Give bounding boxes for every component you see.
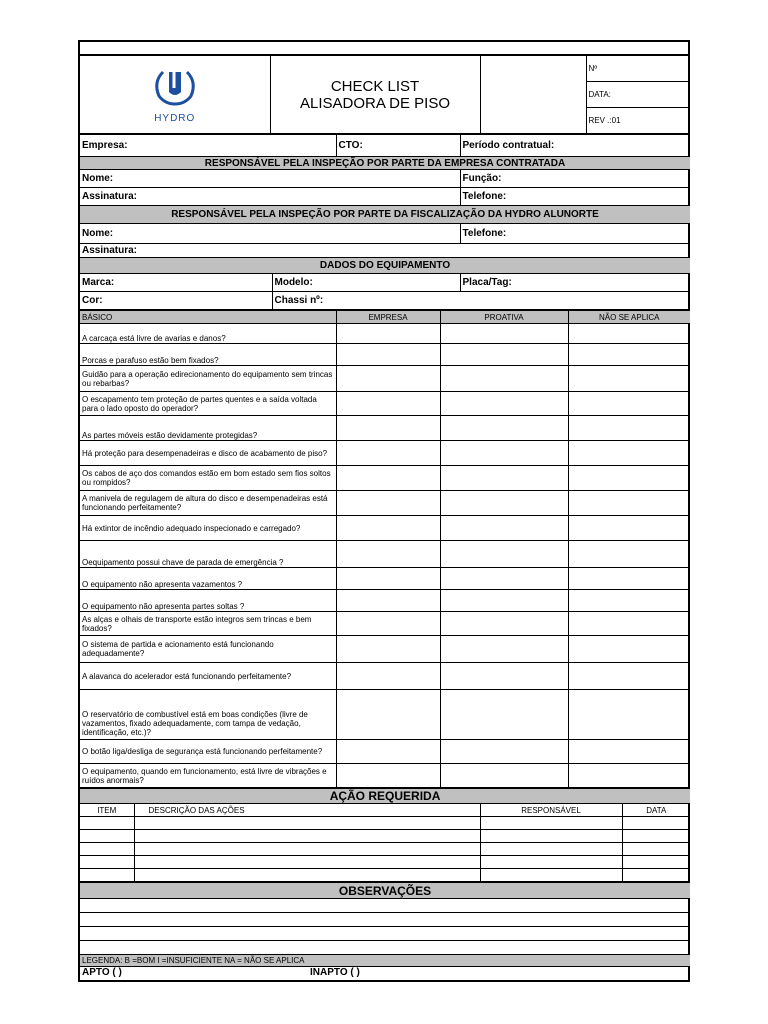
placa-field[interactable]: Placa/Tag: [460, 274, 690, 292]
check-proativa-cell[interactable] [440, 441, 568, 466]
check-empresa-cell[interactable] [336, 568, 440, 590]
contratada-assinatura-field[interactable]: Assinatura: [80, 188, 460, 206]
check-item: O equipamento não apresenta partes soltas ? [80, 590, 336, 612]
check-item: O reservatório de combustível está em boas condições (livre de vazamentos, fixado adequadamente, com tampa de vedação, identificação, etc.)? [80, 690, 336, 740]
check-item: Há proteção para desempenadeiras e disco de acabamento de piso? [80, 441, 336, 466]
header-table [80, 55, 690, 134]
check-na-cell[interactable] [568, 663, 690, 690]
contratada-telefone-field[interactable]: Telefone: [460, 188, 690, 206]
check-na-cell[interactable] [568, 441, 690, 466]
check-item: As partes móveis estão devidamente protegidas? [80, 416, 336, 441]
check-empresa-cell[interactable] [336, 690, 440, 740]
observacoes-line[interactable] [80, 899, 690, 913]
fiscalizacao-telefone-field[interactable]: Telefone: [460, 224, 690, 244]
numero-field[interactable]: Nº [586, 56, 690, 82]
logo-text: HYDRO [154, 112, 196, 124]
check-item: As alças e olhais de transporte estão integros sem trincas e bem fixados? [80, 612, 336, 636]
check-na-cell[interactable] [568, 392, 690, 416]
acao-data-cell[interactable] [622, 817, 690, 830]
marca-field[interactable]: Marca: [80, 274, 272, 292]
title-line-2: ALISADORA DE PISO [299, 94, 451, 112]
check-empresa-cell[interactable] [336, 590, 440, 612]
check-empresa-cell[interactable] [336, 663, 440, 690]
check-na-cell[interactable] [568, 612, 690, 636]
check-na-cell[interactable] [568, 636, 690, 663]
check-na-cell[interactable] [568, 516, 690, 541]
check-na-cell[interactable] [568, 568, 690, 590]
check-empresa-cell[interactable] [336, 740, 440, 764]
modelo-field[interactable]: Modelo: [272, 274, 460, 292]
equipamento-heading: DADOS DO EQUIPAMENTO [80, 258, 690, 274]
top-strip [80, 42, 688, 55]
check-na-cell[interactable] [568, 740, 690, 764]
check-na-cell[interactable] [568, 366, 690, 392]
title-cell [270, 56, 480, 134]
contratada-nome-field[interactable]: Nome: [80, 170, 460, 188]
acao-descricao-cell[interactable] [134, 856, 480, 869]
fiscalizacao-assinatura-field[interactable]: Assinatura: [80, 244, 690, 258]
empresa-field[interactable]: Empresa: [80, 135, 336, 157]
checklist-form [78, 40, 690, 982]
check-proativa-cell[interactable] [440, 392, 568, 416]
check-empresa-cell[interactable] [336, 466, 440, 491]
check-empresa-cell[interactable] [336, 324, 440, 344]
acao-heading: AÇÃO REQUERIDA [80, 789, 690, 804]
check-na-cell[interactable] [568, 324, 690, 344]
check-proativa-cell[interactable] [440, 366, 568, 392]
acao-item-cell[interactable] [80, 843, 134, 856]
acao-responsavel-cell[interactable] [480, 869, 622, 882]
observacoes-line[interactable] [80, 927, 690, 941]
check-proativa-cell[interactable] [440, 491, 568, 516]
col-item: ITEM [80, 804, 134, 817]
check-proativa-cell[interactable] [440, 612, 568, 636]
acao-descricao-cell[interactable] [134, 869, 480, 882]
col-proativa: PROATIVA [440, 311, 568, 324]
check-item: Os cabos de aço dos comandos estão em bom estado sem fios soltos ou rompidos? [80, 466, 336, 491]
check-empresa-cell[interactable] [336, 541, 440, 568]
col-data: DATA [622, 804, 690, 817]
check-proativa-cell[interactable] [440, 466, 568, 491]
col-nao-aplica: NÃO SE APLICA [568, 311, 690, 324]
observacoes-line[interactable] [80, 941, 690, 955]
acao-responsavel-cell[interactable] [480, 830, 622, 843]
observacoes-heading: OBSERVAÇÕES [80, 883, 690, 899]
acao-responsavel-cell[interactable] [480, 843, 622, 856]
contratada-funcao-field[interactable]: Função: [460, 170, 690, 188]
check-proativa-cell[interactable] [440, 324, 568, 344]
check-proativa-cell[interactable] [440, 568, 568, 590]
check-proativa-cell[interactable] [440, 590, 568, 612]
observacoes-line[interactable] [80, 913, 690, 927]
acao-item-cell[interactable] [80, 856, 134, 869]
cor-field[interactable]: Cor: [80, 292, 272, 310]
check-proativa-cell[interactable] [440, 541, 568, 568]
check-na-cell[interactable] [568, 764, 690, 788]
col-empresa: EMPRESA [336, 311, 440, 324]
rev-field: REV .:01 [586, 108, 690, 134]
acao-descricao-cell[interactable] [134, 817, 480, 830]
check-empresa-cell[interactable] [336, 392, 440, 416]
check-empresa-cell[interactable] [336, 516, 440, 541]
acao-descricao-cell[interactable] [134, 830, 480, 843]
check-item: O botão liga/desliga de segurança está funcionando perfeitamente? [80, 740, 336, 764]
check-proativa-cell[interactable] [440, 344, 568, 366]
check-empresa-cell[interactable] [336, 416, 440, 441]
title-line-1: CHECK LIST [330, 77, 420, 95]
check-proativa-cell[interactable] [440, 690, 568, 740]
contratada-heading: RESPONSÁVEL PELA INSPEÇÃO POR PARTE DA EMPRESA CONTRATADA [80, 157, 690, 170]
periodo-field[interactable]: Período contratual: [460, 135, 690, 157]
col-basico: BÁSICO [80, 311, 336, 324]
check-empresa-cell[interactable] [336, 491, 440, 516]
acao-item-cell[interactable] [80, 817, 134, 830]
acao-item-cell[interactable] [80, 869, 134, 882]
check-item: A alavanca do acelerador está funcionando perfeitamente? [80, 663, 336, 690]
check-na-cell[interactable] [568, 416, 690, 441]
check-item: A carcaça está livre de avarias e danos? [80, 324, 336, 344]
check-item: O sistema de partida e acionamento está funcionando adequadamente? [80, 636, 336, 663]
apto-option[interactable]: APTO ( ) [82, 967, 122, 978]
check-empresa-cell[interactable] [336, 366, 440, 392]
check-item: O equipamento não apresenta vazamentos ? [80, 568, 336, 590]
col-descricao: DESCRIÇÃO DAS AÇÕES [134, 804, 480, 817]
check-proativa-cell[interactable] [440, 740, 568, 764]
inapto-option[interactable]: INAPTO ( ) [310, 967, 360, 978]
acao-table [80, 788, 690, 882]
hydro-logo-icon [145, 66, 205, 116]
acao-data-cell[interactable] [622, 843, 690, 856]
acao-descricao-cell[interactable] [134, 843, 480, 856]
check-proativa-cell[interactable] [440, 416, 568, 441]
check-empresa-cell[interactable] [336, 636, 440, 663]
acao-data-cell[interactable] [622, 856, 690, 869]
fiscalizacao-nome-field[interactable]: Nome: [80, 224, 460, 244]
observacoes-table [80, 882, 690, 967]
info-table [80, 134, 690, 310]
blank-header-cell [480, 56, 586, 134]
check-na-cell[interactable] [568, 690, 690, 740]
check-item: Oequipamento possui chave de parada de emergência ? [80, 541, 336, 568]
check-na-cell[interactable] [568, 491, 690, 516]
check-proativa-cell[interactable] [440, 764, 568, 788]
check-item: Há extintor de incêndio adequado inspecionado e carregado? [80, 516, 336, 541]
check-item: A manivela de regulagem de altura do disco e desempenadeiras está funcionando perfeitamente? [80, 491, 336, 516]
check-empresa-cell[interactable] [336, 441, 440, 466]
check-na-cell[interactable] [568, 590, 690, 612]
apto-row [80, 967, 688, 980]
checklist-table [80, 310, 690, 788]
col-responsavel: RESPONSÁVEL [480, 804, 622, 817]
check-proativa-cell[interactable] [440, 663, 568, 690]
check-na-cell[interactable] [568, 466, 690, 491]
acao-data-cell[interactable] [622, 869, 690, 882]
logo-cell [80, 56, 270, 134]
acao-data-cell[interactable] [622, 830, 690, 843]
check-item: Porcas e parafuso estão bem fixados? [80, 344, 336, 366]
acao-responsavel-cell[interactable] [480, 817, 622, 830]
data-field[interactable]: DATA: [586, 82, 690, 108]
check-empresa-cell[interactable] [336, 764, 440, 788]
check-proativa-cell[interactable] [440, 516, 568, 541]
check-item: O escapamento tem proteção de partes quentes e a saída voltada para o lado oposto do operador? [80, 392, 336, 416]
legenda: LEGENDA: B =BOM I =INSUFICIENTE NA = NÃO SE APLICA [80, 955, 690, 967]
check-item: Guidão para a operação edirecionamento do equipamento sem trincas ou rebarbas? [80, 366, 336, 392]
check-na-cell[interactable] [568, 541, 690, 568]
check-empresa-cell[interactable] [336, 344, 440, 366]
check-proativa-cell[interactable] [440, 636, 568, 663]
cto-field[interactable]: CTO: [336, 135, 460, 157]
fiscalizacao-heading: RESPONSÁVEL PELA INSPEÇÃO POR PARTE DA FISCALIZAÇÃO DA HYDRO ALUNORTE [80, 206, 690, 224]
acao-responsavel-cell[interactable] [480, 856, 622, 869]
chassi-field[interactable]: Chassi nº: [272, 292, 690, 310]
check-item: O equipamento, quando em funcionamento, está livre de vibrações e ruídos anormais? [80, 764, 336, 788]
check-na-cell[interactable] [568, 344, 690, 366]
check-empresa-cell[interactable] [336, 612, 440, 636]
acao-item-cell[interactable] [80, 830, 134, 843]
